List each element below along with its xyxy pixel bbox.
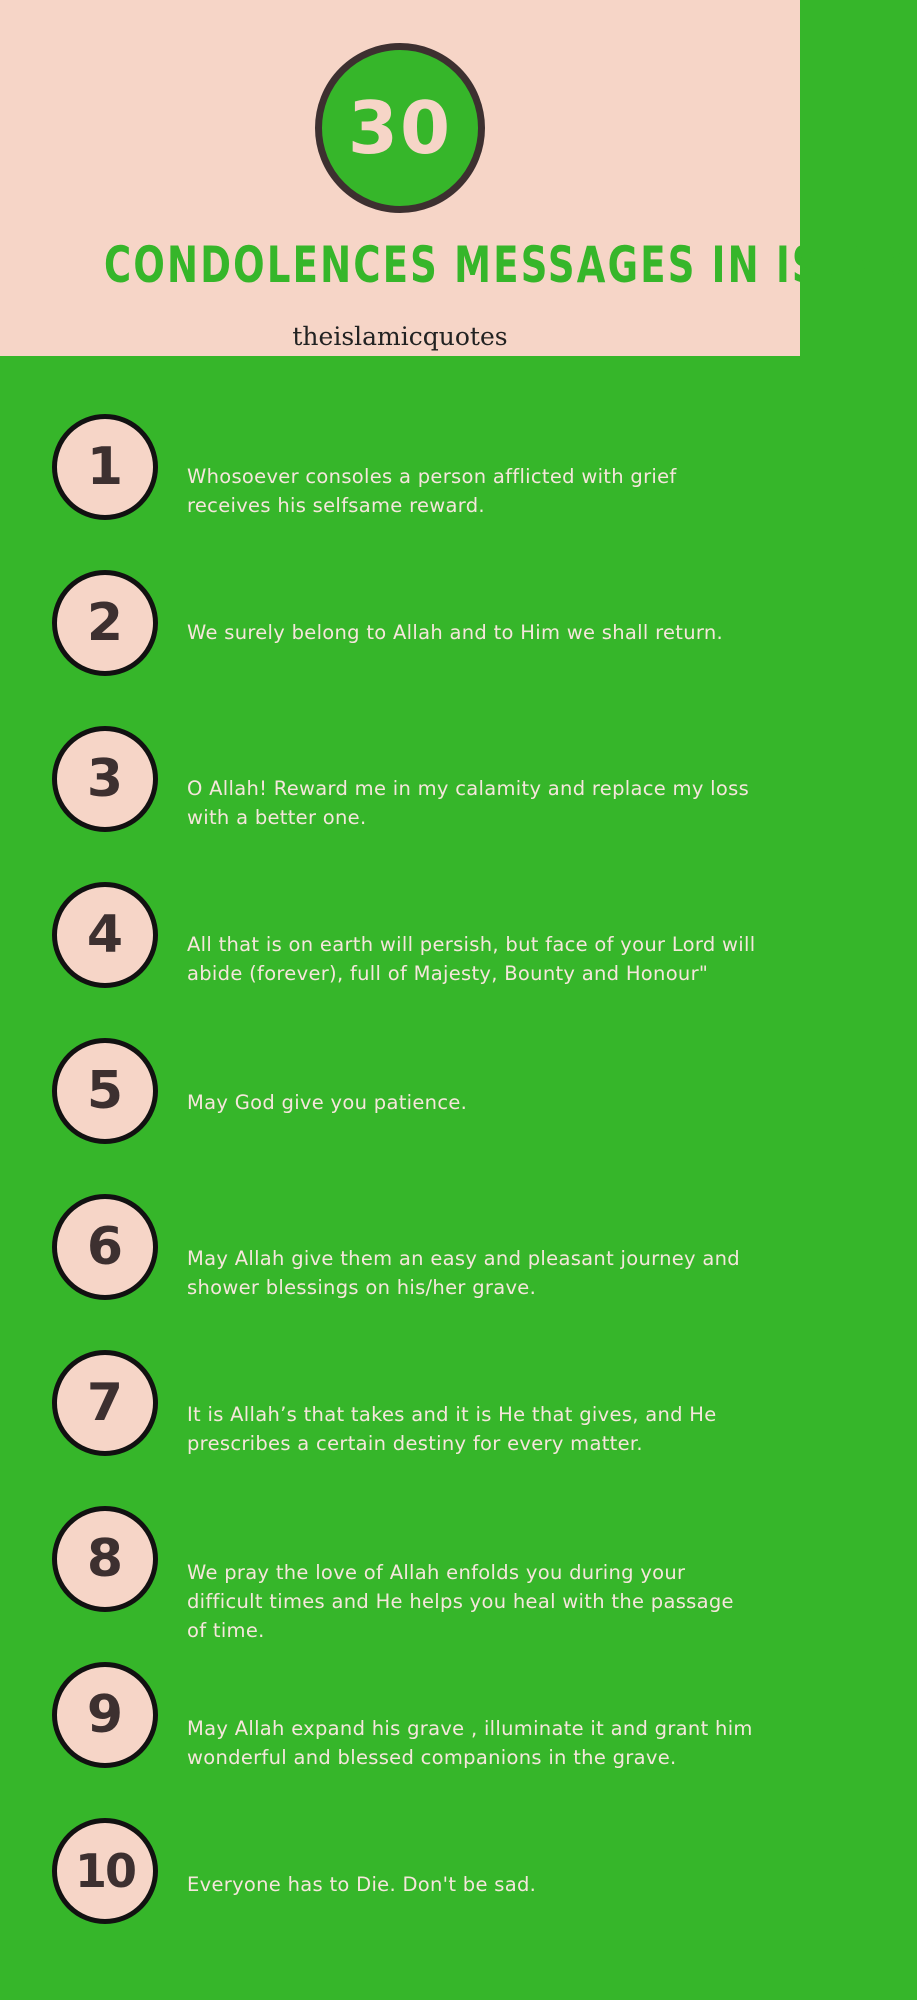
item-number-badge: 8 — [52, 1506, 158, 1612]
list-item — [0, 726, 800, 846]
item-text: O Allah! Reward me in my calamity and replace my loss with a better one. — [187, 777, 750, 829]
item-text: Whosoever consoles a person afflicted with grief receives his selfsame reward. — [187, 465, 677, 517]
item-number-badge: 7 — [52, 1350, 158, 1456]
list-item — [0, 1506, 800, 1642]
list-item — [0, 1194, 800, 1314]
list-item — [0, 1038, 800, 1158]
item-text: We pray the love of Allah enfolds you during your difficult times and He helps you heal with the passage of time. — [187, 1561, 734, 1642]
page-title: CONDOLENCES MESSAGES IN ISLAM — [104, 236, 917, 294]
item-number-badge: 4 — [52, 882, 158, 988]
item-text: We surely belong to Allah and to Him we shall return. — [187, 621, 724, 644]
item-number-badge: 1 — [52, 414, 158, 520]
list-item — [0, 882, 800, 1002]
list-item — [0, 570, 800, 690]
item-number-badge: 2 — [52, 570, 158, 676]
count-badge: 30 — [315, 43, 485, 213]
site-name: theislamicquotes — [292, 322, 508, 351]
item-text: It is Allah’s that takes and it is He that gives, and He prescribes a certain destiny for every matter. — [187, 1403, 717, 1455]
list-item — [0, 1818, 800, 1938]
item-text: May Allah expand his grave , illuminate it and grant him wonderful and blessed companions in the grave. — [187, 1717, 753, 1769]
item-number-badge: 6 — [52, 1194, 158, 1300]
item-text: May God give you patience. — [187, 1091, 468, 1114]
list-item — [0, 1662, 800, 1782]
item-text: May Allah give them an easy and pleasant journey and shower blessings on his/her grave. — [187, 1247, 740, 1299]
header-panel — [0, 0, 917, 356]
list-item — [0, 1350, 800, 1470]
item-text: All that is on earth will persish, but face of your Lord will abide (forever), full of Majesty, Bounty and Honour" — [187, 933, 756, 985]
list-item — [0, 414, 800, 534]
item-number-badge: 10 — [52, 1818, 158, 1924]
item-number-badge: 9 — [52, 1662, 158, 1768]
item-number-badge: 3 — [52, 726, 158, 832]
item-text: Everyone has to Die. Don't be sad. — [187, 1873, 537, 1896]
item-number-badge: 5 — [52, 1038, 158, 1144]
